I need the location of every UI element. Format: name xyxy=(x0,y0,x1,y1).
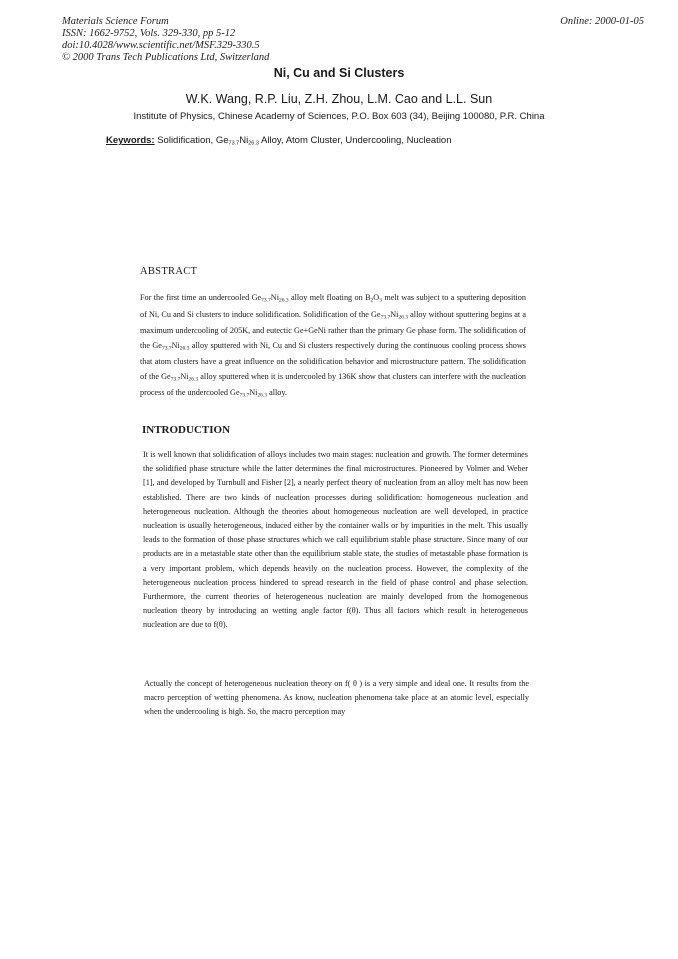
keywords-label: Keywords: xyxy=(106,135,155,146)
online-date: Online: 2000-01-05 xyxy=(560,16,644,27)
abstract-text: For the first time an undercooled $Ge_{73.7}Ni_{26.3}$ alloy melt floating on $B_2O_3$ melt was subject to a sputtering deposition of Ni, Cu and Si clusters to induce solidification. Solidification of the $Ge_{73.7}Ni_{26.3}$ alloy without sputtering begins at a maximum undercooling of 205K, and eutectic Ge+GeNi rather than the primary Ge phase form. The solidification of the $Ge_{73.7}Ni_{26.3}$ alloy sputtered with Ni, Cu and Si clusters respectively during the continuous cooling process shows that atom clusters have a great influence on the solidification behavior and microstructure pattern. The solidification of the $Ge_{73.7}Ni_{26.3}$ alloy sputtered when it is undercooled by 136K show that clusters can interfere with the nucleation process of the undercooled $Ge_{73.7}Ni_{26.3}$ alloy. xyxy=(140,293,527,399)
introduction-paragraph-2: Actually the concept of heterogeneous nucleation theory on f( θ ) is a very simple and ideal one. It results from the macro perception of wetting phenomena. As know, nucleation phenomena take place at an atomic level, especially when the undercooling is high. So, the macro perception may xyxy=(144,679,529,717)
keywords-line: Keywords: Solidification, $Ge_{73.7}Ni_{26.3}$ Alloy, Atom Cluster, Undercooling, Nucleation xyxy=(106,135,452,147)
paper-title: Ni, Cu and Si Clusters xyxy=(273,66,405,80)
introduction-heading: INTRODUCTION xyxy=(142,424,231,436)
copyright-line: © 2000 Trans Tech Publications Ltd, Switzerland xyxy=(62,52,270,63)
issn-line: ISSN: 1662-9752, Vols. 329-330, pp 5-12 xyxy=(62,28,236,39)
affiliation: Institute of Physics, Chinese Academy of Sciences, P.O. Box 603 (34), Beijing 100080, P.R. China xyxy=(133,111,545,122)
journal-name: Materials Science Forum xyxy=(62,16,169,27)
introduction-paragraph-1: It is well known that solidification of alloys includes two main stages: nucleation and growth. The former determines the solidified phase structure while the latter determines the final microstructures. Pioneered by Volmer and Weber [1], and developed by Turnbull and Fisher [2], a nearly perfect theory of nucleation from an alloy melt has now been established. There are two kinds of nucleation processes during solidification: homogeneous nucleation and heterogeneous nucleation. Although the theories about homogeneous nucleation are well developed, in practice nucleation is usually heterogeneous, induced either by the container walls or by impurities in the melt. This usually leads to the formation of those phase structures which we call equilibrium stable phase structure. Since many of our products are in a metastable state other than the equilibrium stable state, the studies of metastable phase formation is a very important problem, which depends heavily on the nucleation process. However, the complexity of the heterogeneous nucleation process hindered to spread research in the field of phase control and phase selection. Furthermore, the current theories of heterogeneous nucleation are mainly developed from the homogeneous nucleation theory by introducing an wetting angle factor f(θ). Thus all factors which result in heterogeneous nucleation are due to f(θ). xyxy=(143,450,528,630)
doi-line[interactable]: doi:10.4028/www.scientific.net/MSF.329-330.5 xyxy=(62,40,260,51)
abstract-heading: ABSTRACT xyxy=(140,266,198,277)
author-list: W.K. Wang, R.P. Liu, Z.H. Zhou, L.M. Cao and L.L. Sun xyxy=(185,92,493,106)
